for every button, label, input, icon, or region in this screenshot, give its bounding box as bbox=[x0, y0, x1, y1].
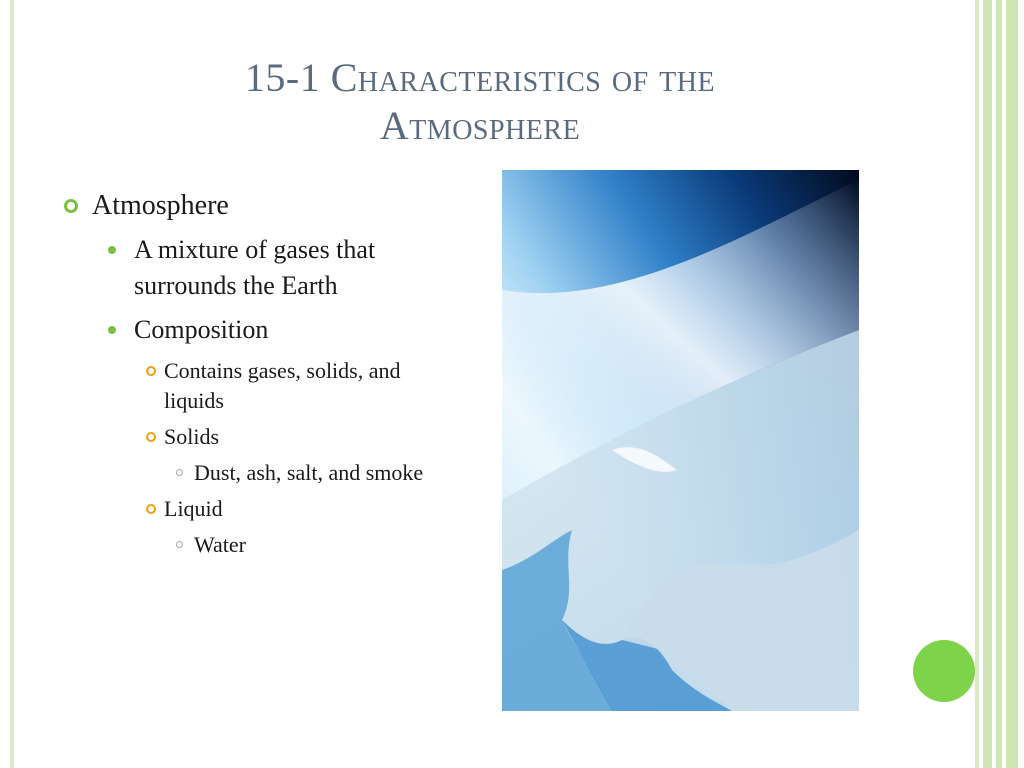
ring-bullet-icon bbox=[176, 541, 183, 548]
earth-atmosphere-photo bbox=[502, 170, 859, 711]
ring-bullet-icon bbox=[146, 366, 156, 376]
bullet-text: Contains gases, solids, and liquids bbox=[164, 358, 401, 413]
bullet-level3 bbox=[146, 494, 454, 524]
bullet-level4 bbox=[176, 530, 454, 560]
bullet-text: Dust, ash, salt, and smoke bbox=[194, 460, 424, 485]
right-decorative-stripe bbox=[983, 0, 992, 768]
ring-bullet-icon bbox=[64, 199, 78, 213]
ring-bullet-icon bbox=[176, 469, 183, 476]
slide-title bbox=[60, 54, 900, 150]
slide-title-line1: 15-1 Characteristics of the bbox=[244, 55, 716, 100]
bullet-text: Solids bbox=[164, 424, 220, 449]
decorative-green-circle bbox=[913, 640, 975, 702]
bullet-level3 bbox=[146, 422, 454, 452]
bullet-text: A mixture of gases that surrounds the Earth bbox=[134, 235, 376, 300]
bullet-level2 bbox=[104, 312, 434, 348]
right-decorative-stripe bbox=[1006, 0, 1018, 768]
bullet-level1 bbox=[60, 188, 480, 224]
earth-photo-drawing bbox=[502, 170, 859, 711]
bullet-list bbox=[60, 188, 480, 566]
left-decorative-stripe bbox=[10, 0, 14, 768]
bullet-text: Water bbox=[194, 532, 246, 557]
right-decorative-stripe bbox=[975, 0, 979, 768]
bullet-text: Composition bbox=[134, 315, 269, 344]
bullet-level3 bbox=[146, 356, 454, 416]
slide-title-line2: Atmosphere bbox=[379, 103, 581, 148]
dot-bullet-icon bbox=[108, 246, 116, 254]
ring-bullet-icon bbox=[146, 432, 156, 442]
ring-bullet-icon bbox=[146, 504, 156, 514]
right-decorative-stripe bbox=[996, 0, 1002, 768]
bullet-text: Atmosphere bbox=[92, 190, 229, 221]
bullet-level2 bbox=[104, 232, 434, 304]
dot-bullet-icon bbox=[108, 326, 116, 334]
bullet-level4 bbox=[176, 458, 454, 488]
bullet-text: Liquid bbox=[164, 496, 223, 521]
